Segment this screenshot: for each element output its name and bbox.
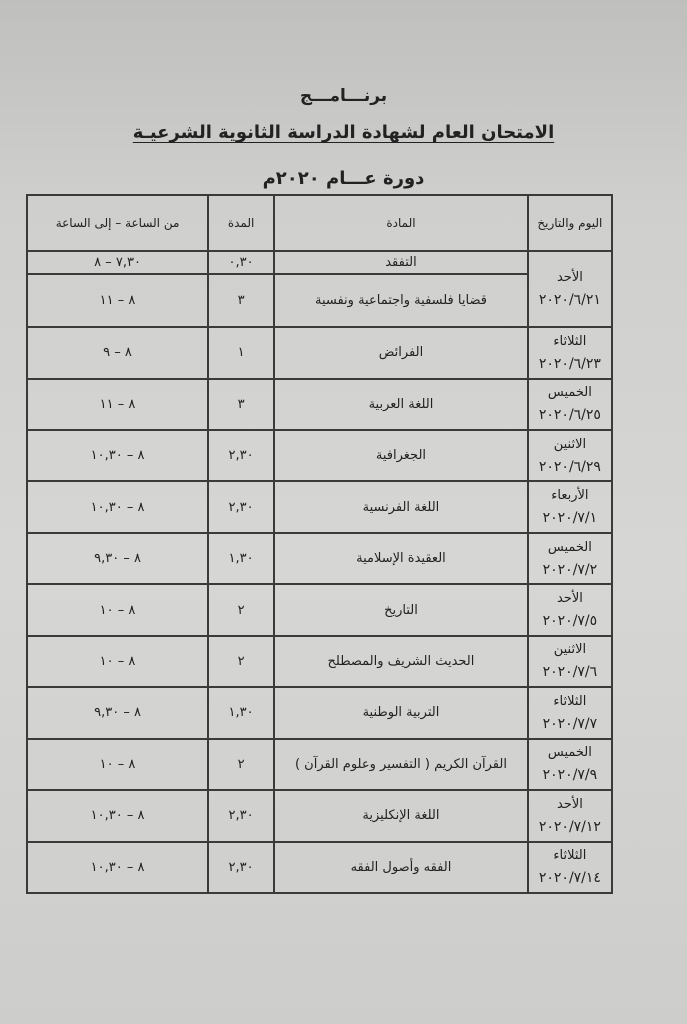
time-cell: ٨ – ١٠: [27, 636, 208, 687]
table-row: [27, 842, 612, 894]
day-name: الثلاثاء: [553, 848, 587, 864]
document-title: برنـــامـــج: [299, 86, 388, 106]
table-row: [27, 481, 612, 532]
time-cell: ٨ – ٩: [27, 327, 208, 378]
subject-cell: الفقه وأصول الفقه: [274, 842, 528, 894]
document-subtitle: الامتحان العام لشهادة الدراسة الثانوية الشرعيـة: [132, 122, 555, 143]
subject-cell: اللغة الفرنسية: [274, 481, 528, 532]
day-date-cell: [528, 379, 612, 430]
duration-cell: ١,٣٠: [208, 687, 274, 738]
header-time: من الساعة – إلى الساعة: [27, 195, 208, 251]
duration-cell: ١,٣٠: [208, 533, 274, 584]
day-name: الثلاثاء: [553, 333, 587, 349]
subject-cell: الحديث الشريف والمصطلح: [274, 636, 528, 687]
time-cell: ٨ – ١١: [27, 274, 208, 328]
exam-date: ٢٠٢٠/٦/٢٥: [538, 407, 601, 424]
exam-date: ٢٠٢٠/٦/٢٣: [538, 355, 601, 372]
day-date-cell: [528, 251, 612, 327]
duration-cell: ٢,٣٠: [208, 842, 274, 894]
exam-date: ٢٠٢٠/٧/٦: [542, 664, 598, 681]
exam-schedule-table: [26, 194, 613, 894]
duration-cell: ٢,٣٠: [208, 430, 274, 481]
table-row: [27, 739, 612, 790]
table-header-row: [27, 195, 612, 251]
duration-cell: ٢: [208, 584, 274, 635]
duration-cell: ١: [208, 327, 274, 378]
table-row: [27, 584, 612, 635]
table-row: [27, 274, 612, 328]
exam-date: ٢٠٢٠/٧/٥: [542, 613, 598, 630]
day-date-cell: [528, 842, 612, 894]
time-cell: ٧,٣٠ – ٨: [27, 251, 208, 274]
day-name: الاثنين: [553, 642, 587, 658]
subject-cell: العقيدة الإسلامية: [274, 533, 528, 584]
day-date-cell: [528, 533, 612, 584]
time-cell: ٨ – ١٠,٣٠: [27, 790, 208, 841]
day-date-cell: [528, 584, 612, 635]
duration-cell: ٣: [208, 379, 274, 430]
day-name: الأربعاء: [551, 488, 589, 504]
day-date-cell: [528, 687, 612, 738]
header-day-date: اليوم والتاريخ: [528, 195, 612, 251]
day-name: الأحد: [556, 796, 583, 812]
day-date-cell: [528, 790, 612, 841]
subject-cell: الجغرافية: [274, 430, 528, 481]
time-cell: ٨ – ١١: [27, 379, 208, 430]
subject-cell: اللغة الإنكليزية: [274, 790, 528, 841]
duration-cell: ٢,٣٠: [208, 481, 274, 532]
day-name: الأحد: [556, 591, 583, 607]
day-date-cell: [528, 327, 612, 378]
subject-cell: قضايا فلسفية واجتماعية ونفسية: [274, 274, 528, 328]
day-name: الخميس: [547, 745, 592, 761]
subject-cell: التاريخ: [274, 584, 528, 635]
day-name: الخميس: [547, 385, 592, 401]
subject-cell: القرآن الكريم ( التفسير وعلوم القرآن ): [274, 739, 528, 790]
exam-date: ٢٠٢٠/٧/٢: [542, 561, 598, 578]
duration-cell: ٢: [208, 636, 274, 687]
table-row: [27, 327, 612, 378]
table-row: [27, 533, 612, 584]
duration-cell: ٢: [208, 739, 274, 790]
day-date-cell: [528, 481, 612, 532]
exam-date: ٢٠٢٠/٦/٢١: [538, 292, 601, 309]
duration-cell: ٠,٣٠: [208, 251, 274, 274]
duration-cell: ٢,٣٠: [208, 790, 274, 841]
time-cell: ٨ – ١٠: [27, 739, 208, 790]
table-row: [27, 790, 612, 841]
time-cell: ٨ – ٩,٣٠: [27, 687, 208, 738]
table-row: [27, 430, 612, 481]
subject-cell: الفرائض: [274, 327, 528, 378]
day-name: الثلاثاء: [553, 693, 587, 709]
table-row: [27, 251, 612, 274]
exam-date: ٢٠٢٠/٧/٩: [542, 767, 598, 784]
exam-date: ٢٠٢٠/٦/٢٩: [538, 458, 601, 475]
day-date-cell: [528, 636, 612, 687]
day-name: الاثنين: [553, 436, 587, 452]
header-subject: المادة: [274, 195, 528, 251]
time-cell: ٨ – ١٠: [27, 584, 208, 635]
time-cell: ٨ – ١٠,٣٠: [27, 481, 208, 532]
session-title: دورة عـــام ٢٠٢٠م: [262, 168, 425, 189]
subject-cell: التربية الوطنية: [274, 687, 528, 738]
exam-date: ٢٠٢٠/٧/٧: [542, 715, 598, 732]
subject-cell: التفقد: [274, 251, 528, 274]
day-date-cell: [528, 430, 612, 481]
time-cell: ٨ – ١٠,٣٠: [27, 430, 208, 481]
table-row: [27, 636, 612, 687]
day-name: الخميس: [547, 539, 592, 555]
table-body: [27, 251, 612, 893]
table-row: [27, 687, 612, 738]
exam-date: ٢٠٢٠/٧/١: [542, 510, 598, 527]
header-duration: المدة: [208, 195, 274, 251]
time-cell: ٨ – ١٠,٣٠: [27, 842, 208, 894]
day-name: الأحد: [556, 270, 583, 286]
day-date-cell: [528, 739, 612, 790]
exam-date: ٢٠٢٠/٧/١٤: [538, 870, 601, 887]
subject-cell: اللغة العربية: [274, 379, 528, 430]
time-cell: ٨ – ٩,٣٠: [27, 533, 208, 584]
exam-date: ٢٠٢٠/٧/١٢: [538, 818, 601, 835]
duration-cell: ٣: [208, 274, 274, 328]
table-row: [27, 379, 612, 430]
